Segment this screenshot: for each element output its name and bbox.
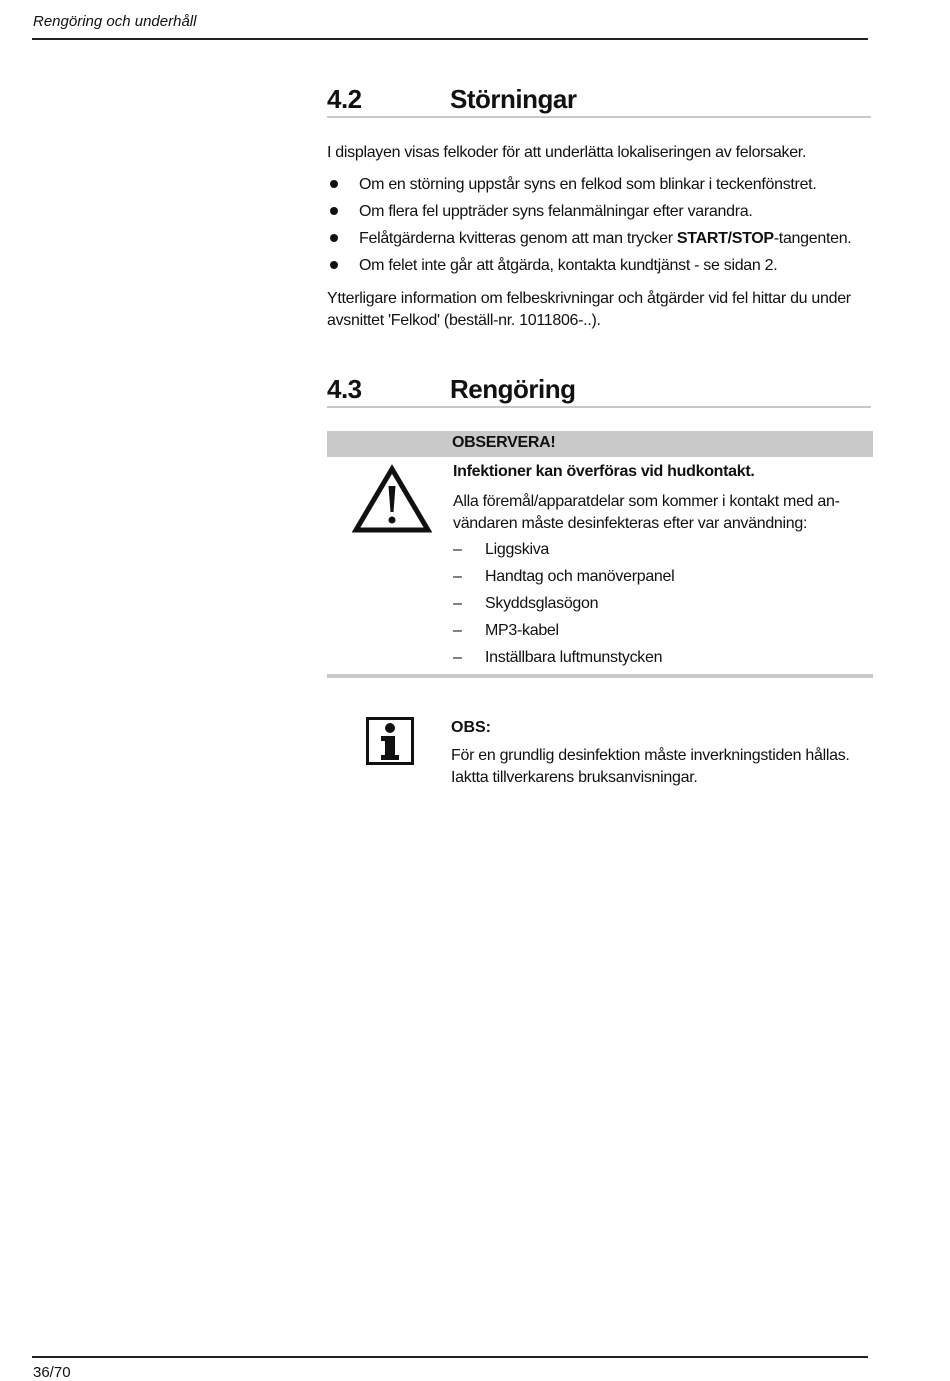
closing-paragraph: Ytterligare information om felbeskrivningar och åtgärder vid fel hittar du under avsnittet 'Felkod' (beställ-nr. 1011806-..). (327, 290, 851, 329)
bullet-icon (330, 234, 338, 242)
bullet-icon (330, 180, 338, 188)
bullet-list (327, 174, 872, 282)
section-number: 4.2 (327, 84, 362, 114)
list-item: Felåtgärderna kvitteras genom att man trycker START/STOP-tangenten. (327, 228, 872, 255)
warning-label: OBSERVERA! (452, 434, 556, 451)
list-item: – Handtag och manöverpanel (453, 568, 675, 585)
list-item: – MP3-kabel (453, 622, 559, 639)
list-item: – Inställbara luftmunstycken (453, 649, 663, 666)
key-name: START/STOP (676, 230, 774, 247)
section-title: Störningar (450, 84, 577, 114)
list-item: – Skyddsglasögon (453, 595, 599, 612)
section-number: 4.3 (327, 374, 362, 404)
bullet-icon (330, 261, 338, 269)
disinfection-list (453, 539, 674, 674)
warning-title: Infektioner kan överföras vid hudkontakt. (453, 463, 755, 480)
running-header: Rengöring och underhåll (33, 13, 197, 30)
section-heading-4-3 (327, 374, 871, 408)
section-title: Rengöring (450, 374, 576, 404)
info-icon (366, 717, 414, 765)
list-item: Om en störning uppstår syns en felkod som blinkar i teckenfönstret. (327, 174, 872, 201)
warning-header-bar (327, 431, 873, 457)
warning-text: Alla föremål/apparatdelar som kommer i kontakt med an- vändaren måste desinfekteras efter var användning: (453, 493, 840, 532)
list-item: Om flera fel uppträder syns felanmälningar efter varandra. (327, 201, 872, 228)
note-text: För en grundlig desinfektion måste inverkningstiden hållas. Iaktta tillverkarens bruksanvisningar. (451, 747, 850, 786)
list-item: – Liggskiva (453, 541, 550, 558)
warning-triangle-icon (352, 464, 432, 534)
section-heading-4-2 (327, 84, 871, 118)
page-number: 36/70 (33, 1364, 71, 1381)
list-item: Om felet inte går att åtgärda, kontakta kundtjänst - se sidan 2. (327, 255, 872, 282)
footer-rule (32, 1356, 868, 1358)
header-rule (32, 38, 868, 40)
note-title: OBS: (451, 719, 491, 736)
intro-paragraph: I displayen visas felkoder för att underlätta lokaliseringen av felorsaker. (327, 144, 807, 161)
bullet-icon (330, 207, 338, 215)
warning-bottom-rule (327, 674, 873, 678)
